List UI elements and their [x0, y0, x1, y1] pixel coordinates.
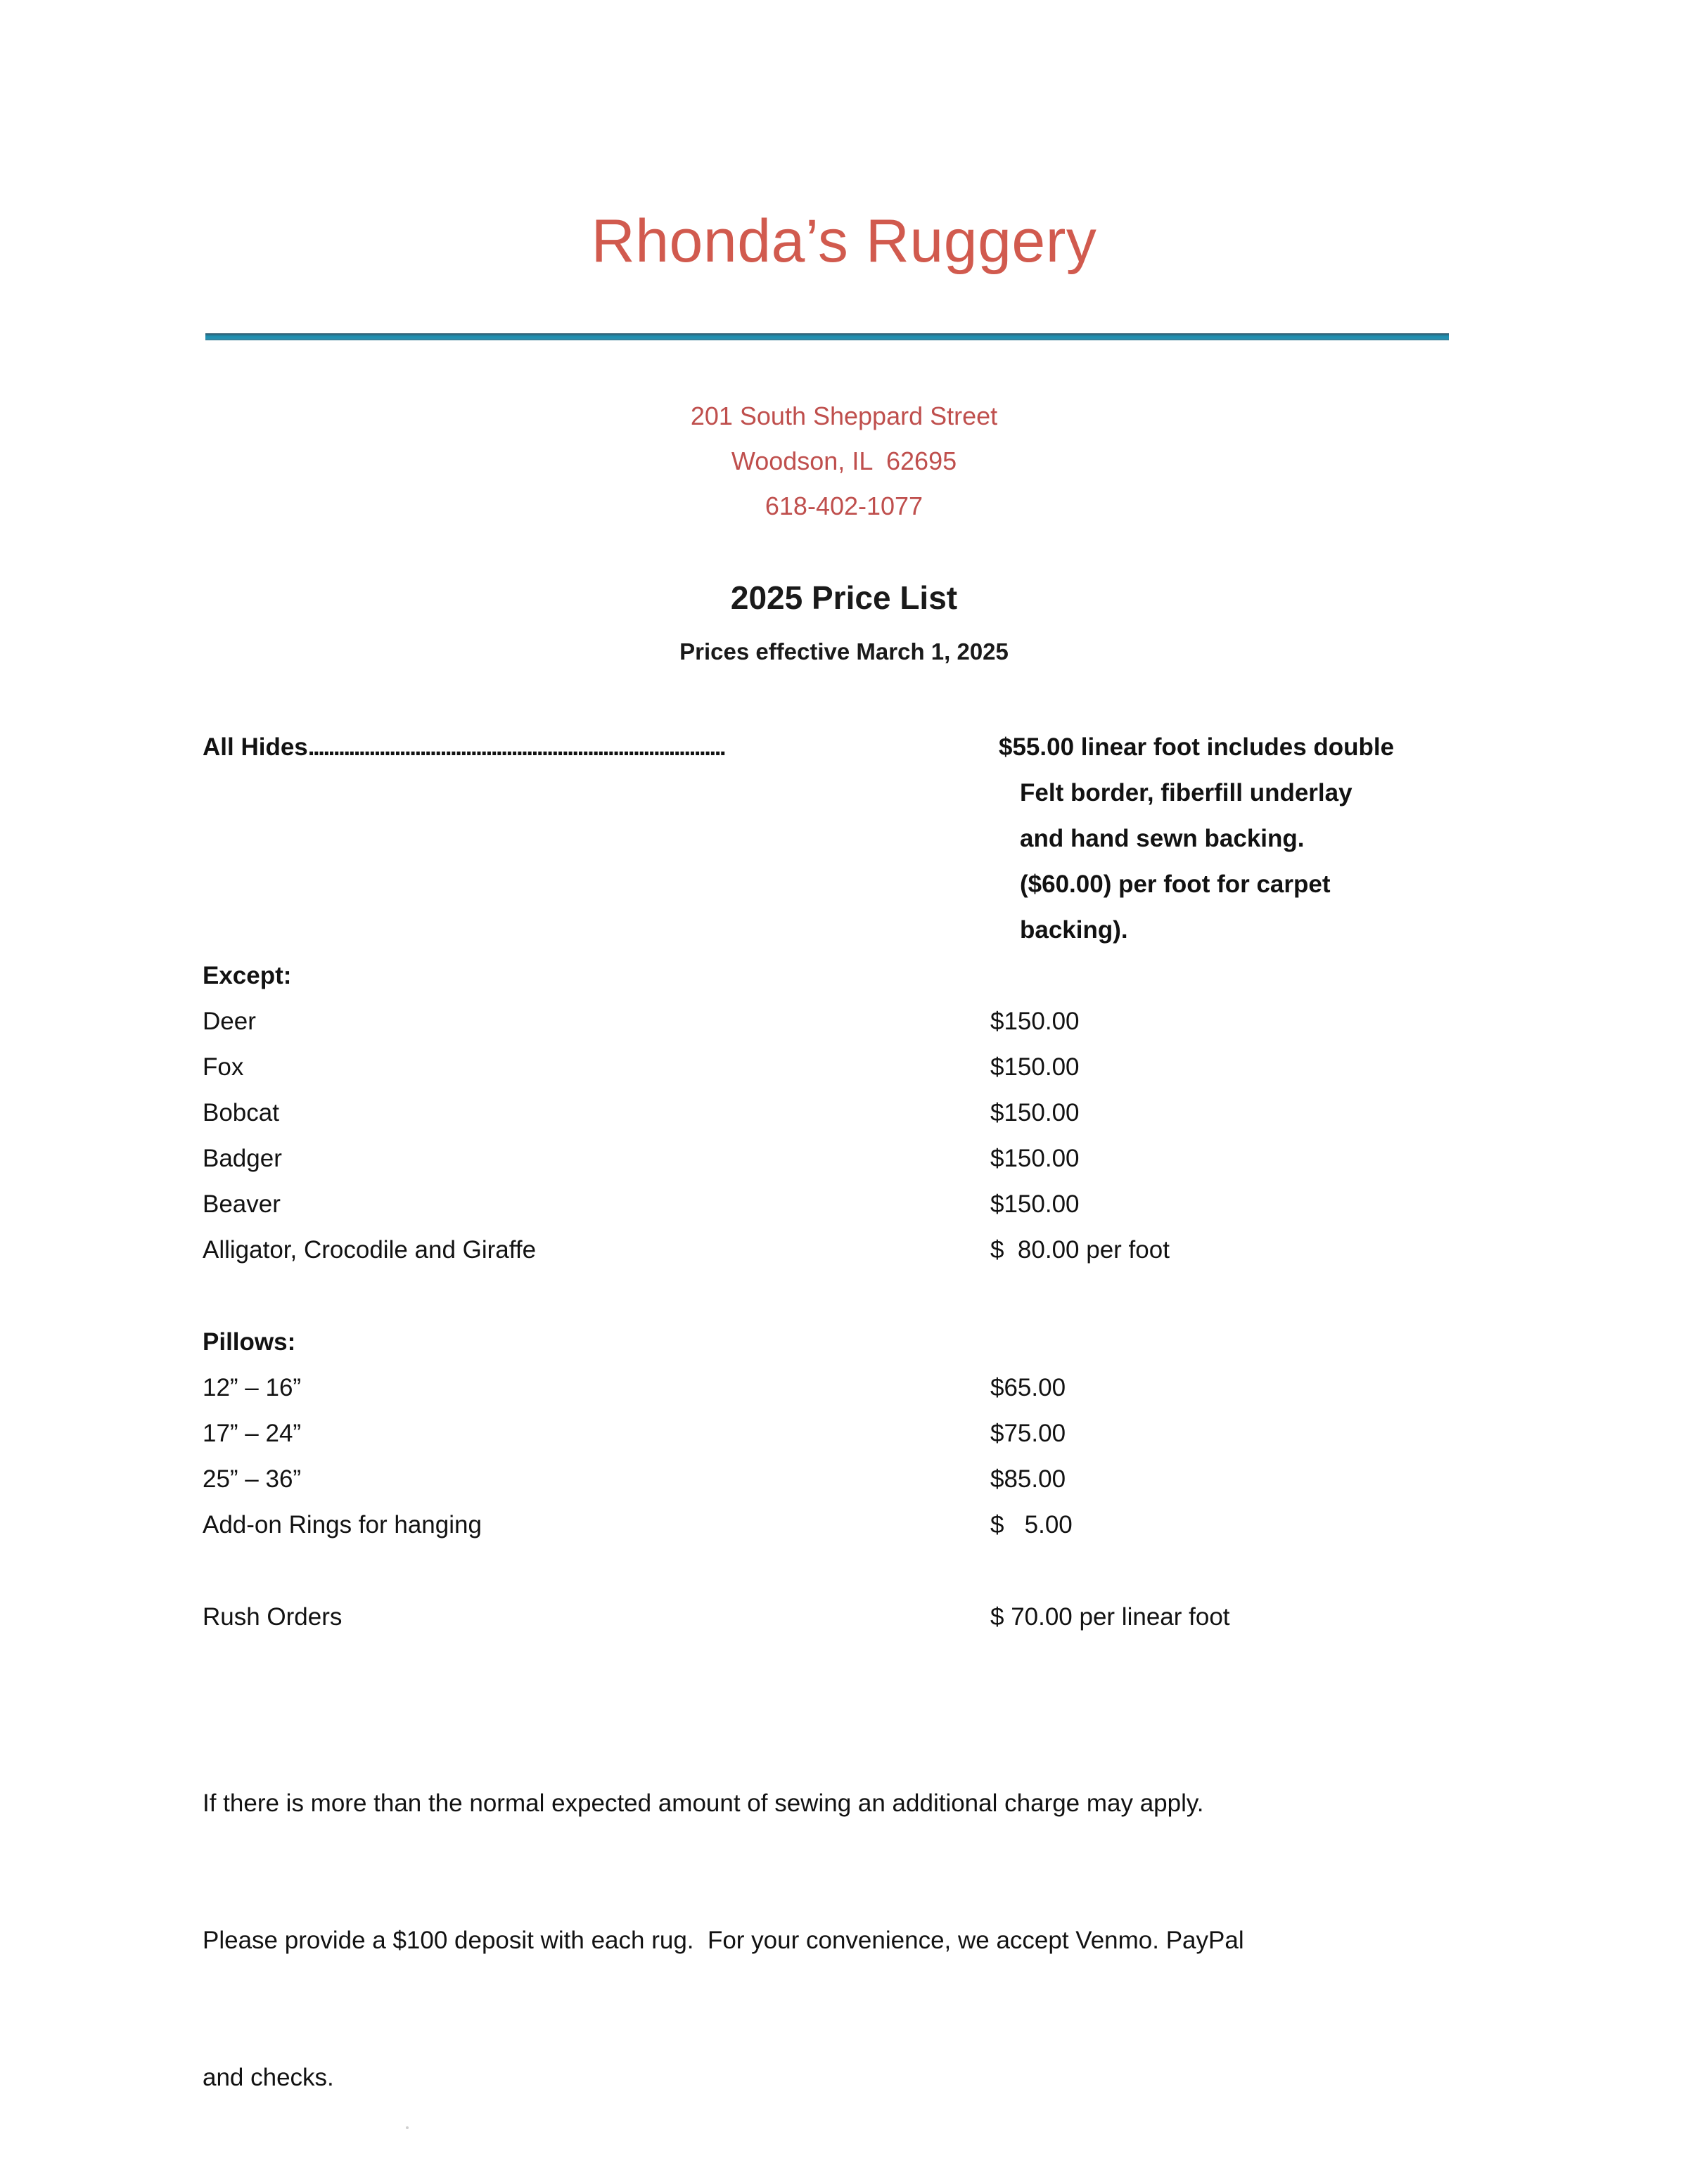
table-row — [203, 1594, 1490, 1640]
address-phone: 618-402-1077 — [765, 492, 923, 520]
item-price: $150.00 — [990, 1099, 1080, 1126]
table-row — [203, 1227, 1490, 1273]
table-row — [203, 1181, 1490, 1227]
pillows-heading-label: Pillows: — [203, 1328, 296, 1356]
all-hides-detail-line-2 — [203, 770, 1490, 816]
except-heading — [203, 953, 1490, 998]
item-name: Rush Orders — [203, 1603, 343, 1631]
item-name: Deer — [203, 1008, 256, 1035]
table-row — [203, 1044, 1490, 1090]
item-price: $65.00 — [990, 1374, 1066, 1401]
item-name: Badger — [203, 1145, 282, 1172]
item-price: $85.00 — [990, 1465, 1066, 1493]
all-hides-detail-line-5 — [203, 907, 1490, 953]
all-hides-label: All Hides — [203, 733, 308, 761]
all-hides-detail-line-4 — [203, 861, 1490, 907]
item-price: $ 5.00 — [990, 1511, 1073, 1539]
item-name: Alligator, Crocodile and Giraffe — [203, 1236, 537, 1264]
item-price: $75.00 — [990, 1420, 1066, 1447]
footer-note-line-1: If there is more than the normal expected amount of sewing an additional charge may apply. — [203, 1790, 1204, 1817]
item-price: $ 70.00 per linear foot — [990, 1603, 1230, 1631]
table-row — [203, 998, 1490, 1044]
all-hides-detail-text-2: Felt border, fiberfill underlay — [1020, 779, 1353, 807]
footer-note — [203, 1689, 1469, 2184]
scan-artifact-speck — [406, 2126, 409, 2129]
footer-note-line-2: Please provide a $100 deposit with each rug. For your convenience, we accept Venmo. PayPal — [203, 1927, 1244, 1954]
item-name: Add-on Rings for hanging — [203, 1511, 482, 1539]
section-spacer — [203, 1273, 1490, 1319]
item-price: $150.00 — [990, 1145, 1080, 1172]
table-row — [203, 1090, 1490, 1136]
pillows-heading — [203, 1319, 1490, 1365]
all-hides-price-line-1: $55.00 linear foot includes double — [999, 733, 1395, 761]
all-hides-detail-text-4: ($60.00) per foot for carpet — [1020, 871, 1331, 898]
all-hides-row — [203, 724, 1490, 770]
all-hides-detail-text-5: backing). — [1020, 916, 1128, 944]
except-heading-label: Except: — [203, 962, 292, 989]
item-name: 25” – 36” — [203, 1465, 302, 1493]
table-row — [203, 1136, 1490, 1181]
header-divider-rule — [205, 333, 1449, 340]
table-row — [203, 1411, 1490, 1456]
table-row — [203, 1365, 1490, 1411]
item-name: Fox — [203, 1053, 244, 1081]
table-row — [203, 1502, 1490, 1548]
section-spacer — [203, 1640, 1490, 1689]
item-price: $ 80.00 per foot — [990, 1236, 1170, 1264]
table-row — [203, 1456, 1490, 1502]
item-name: 17” – 24” — [203, 1420, 302, 1447]
business-address-block — [0, 394, 1688, 529]
item-price: $150.00 — [990, 1190, 1080, 1218]
all-hides-detail-text-3: and hand sewn backing. — [1020, 825, 1305, 852]
price-list-body — [203, 724, 1490, 2184]
item-price: $150.00 — [990, 1008, 1080, 1035]
price-effective-note: Prices effective March 1, 2025 — [679, 638, 1009, 664]
item-name: Beaver — [203, 1190, 281, 1218]
address-street: 201 South Sheppard Street — [690, 402, 998, 430]
item-price: $150.00 — [990, 1053, 1080, 1081]
footer-note-line-3: and checks. — [203, 2064, 334, 2091]
item-name: 12” – 16” — [203, 1374, 302, 1401]
price-list-title: 2025 Price List — [730, 579, 958, 616]
address-city-state-zip: Woodson, IL 62695 — [731, 447, 957, 475]
section-spacer — [203, 1548, 1490, 1594]
dot-leader: .................................................................................. — [307, 733, 725, 761]
item-name: Bobcat — [203, 1099, 279, 1126]
business-name-heading: Rhonda’s Ruggery — [591, 207, 1097, 275]
all-hides-detail-line-3 — [203, 816, 1490, 861]
